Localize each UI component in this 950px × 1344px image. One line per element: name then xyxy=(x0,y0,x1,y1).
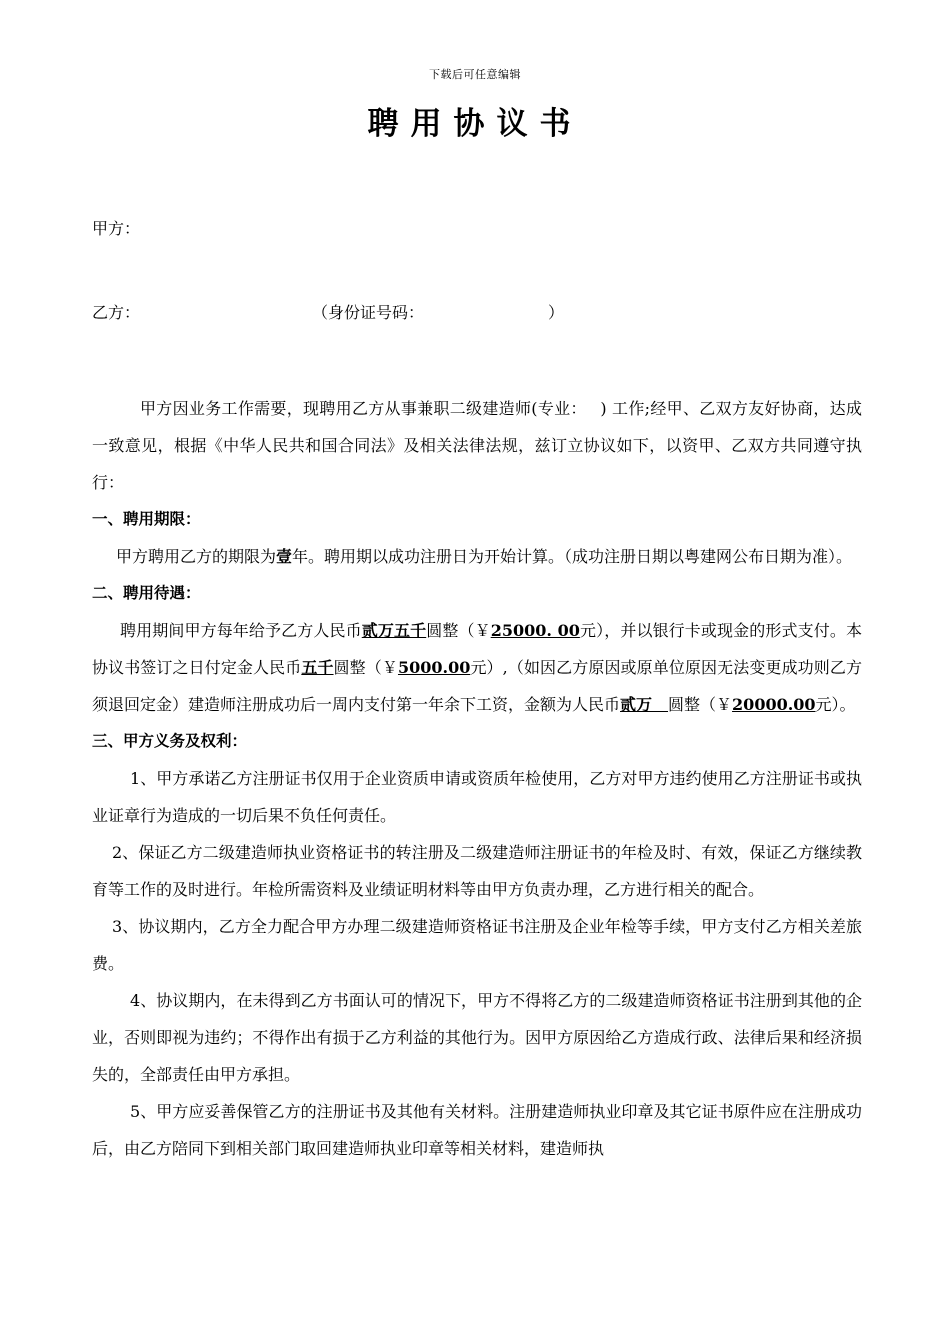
party-a-line xyxy=(92,216,140,239)
annual-amount-words: 贰万五千 xyxy=(361,621,427,640)
deposit-amount-number: 5000.00 xyxy=(397,658,471,677)
s2-text-4: 圆整（￥ xyxy=(333,658,398,677)
header-note: 下载后可任意编辑 xyxy=(429,68,521,81)
balance-amount-words: 贰万 xyxy=(620,695,669,714)
annual-amount-number: 25000. 00 xyxy=(490,621,580,640)
section-2-heading: 二、聘用待遇： xyxy=(92,584,201,602)
section-3-item-5: 5、甲方应妥善保管乙方的注册证书及其他有关材料。注册建造师执业印章及其它证书原件应在注册成功后，由乙方陪同下到相关部门取回建造师执业印章等相关材料，建造师执 xyxy=(92,1102,862,1158)
section-1-text-pre: 甲方聘用乙方的期限为 xyxy=(116,547,277,566)
section-1-text-post: 年。聘用期以成功注册日为开始计算。（成功注册日期以粤建网公布日期为准）。 xyxy=(292,547,853,566)
s2-text-7: 元）。 xyxy=(815,695,856,714)
party-b-id-close: ） xyxy=(548,303,565,322)
section-1-heading: 一、聘用期限： xyxy=(92,510,201,528)
party-b-line xyxy=(92,300,612,323)
deposit-amount-words: 五千 xyxy=(301,658,334,677)
s2-text-1: 聘用期间甲方每年给予乙方人民币 xyxy=(120,621,362,640)
party-b-label: 乙方： xyxy=(92,303,141,322)
s2-text-6: 圆整（￥ xyxy=(668,695,733,714)
party-a-label: 甲方： xyxy=(92,219,141,238)
balance-amount-number: 20000.00 xyxy=(732,695,816,714)
term-years: 壹 xyxy=(276,547,293,566)
party-b-id-label: （身份证号码： xyxy=(312,303,425,322)
s2-text-5: 元）,（如因乙方原因或原单位原因无法变更成功则乙方须退回定金）建造师注册成功后一周内支付第一年余下工资，金额为人民币 xyxy=(92,658,862,714)
section-2-paragraph xyxy=(92,612,862,723)
section-3-heading: 三、甲方义务及权利： xyxy=(92,732,248,750)
section-3-item-3: 3、协议期内，乙方全力配合甲方办理二级建造师资格证书注册及企业年检等手续，甲方支付乙方相关差旅费。 xyxy=(92,917,862,973)
section-3-item-4: 4、协议期内，在未得到乙方书面认可的情况下，甲方不得将乙方的二级建造师资格证书注册到其他的企业，否则即视为违约；不得作出有损于乙方利益的其他行为。因甲方原因给乙方造成行政、法律后果和经济损失的，全部责任由甲方承担。 xyxy=(92,991,862,1084)
section-1-paragraph xyxy=(92,538,862,575)
intro-paragraph: 甲方因业务工作需要，现聘用乙方从事兼职二级建造师(专业： ) 工作;经甲、乙双方友好协商，达成一致意见，根据《中华人民共和国合同法》及相关法律法规，兹订立协议如下，以资甲、乙双方共同遵守执行： xyxy=(92,399,862,492)
section-3-item-1: 1、甲方承诺乙方注册证书仅用于企业资质申请或资质年检使用，乙方对甲方违约使用乙方注册证书或执业证章行为造成的一切后果不负任何责任。 xyxy=(92,769,862,825)
s2-text-3: 元），并以银行卡或现金的形式支付。本协议书签订之日付定金人民币 xyxy=(92,621,862,677)
contract-body xyxy=(92,390,862,1167)
document-title: 聘用协议书 xyxy=(367,106,583,142)
section-3-item-2: 2、保证乙方二级建造师执业资格证书的转注册及二级建造师注册证书的年检及时、有效，保证乙方继续教育等工作的及时进行。年检所需资料及业绩证明材料等由甲方负责办理，乙方进行相关的配合。 xyxy=(92,843,862,899)
s2-text-2: 圆整（￥ xyxy=(426,621,491,640)
